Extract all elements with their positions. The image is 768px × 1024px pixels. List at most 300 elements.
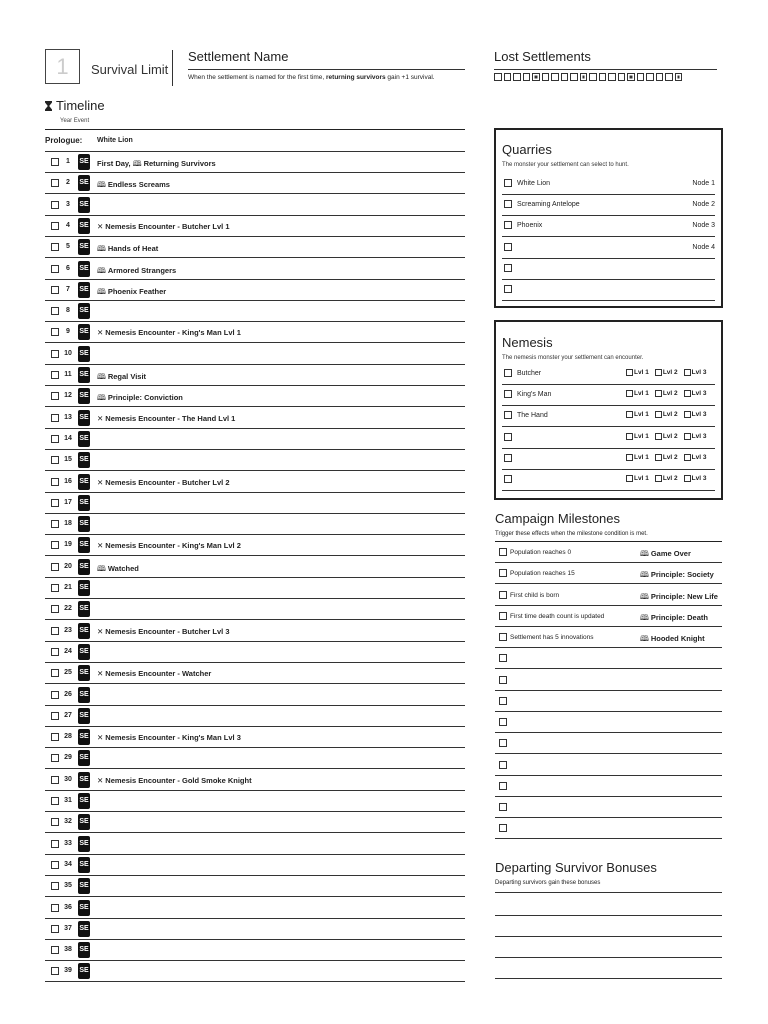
year-number: 14 bbox=[64, 434, 72, 442]
settlement-name-title: Settlement Name bbox=[188, 49, 289, 64]
year-number: 11 bbox=[64, 371, 72, 378]
year-checkbox[interactable] bbox=[51, 265, 59, 273]
milestone-row bbox=[495, 818, 722, 839]
book-icon: 🕮 bbox=[97, 244, 106, 254]
crossed-swords-icon: ✕ bbox=[97, 669, 104, 679]
departing-bonus-line[interactable] bbox=[495, 915, 722, 916]
quarry-checkbox[interactable] bbox=[504, 285, 512, 293]
level-checkbox[interactable] bbox=[684, 411, 691, 418]
milestones-subtitle: Trigger these effects when the milestone condition is met. bbox=[495, 531, 648, 537]
year-number: 12 bbox=[64, 392, 72, 400]
level-label: Lvl 2 bbox=[662, 411, 678, 419]
timeline-row bbox=[45, 514, 465, 535]
departing-subtitle: Departing survivors gain these bonuses bbox=[495, 880, 601, 886]
nemesis-title: Nemesis bbox=[502, 335, 553, 350]
book-icon: 🕮 bbox=[640, 570, 649, 580]
book-icon: 🕮 bbox=[640, 634, 649, 643]
lost-settlement-checkbox[interactable] bbox=[608, 73, 616, 81]
event-name: Nemesis Encounter - Butcher Lvl 1 bbox=[105, 221, 230, 231]
event-name: Returning Survivors bbox=[143, 159, 216, 168]
event-name: Nemesis Encounter - Butcher Lvl 3 bbox=[105, 626, 230, 636]
departing-title: Departing Survivor Bonuses bbox=[495, 860, 657, 875]
timeline-row bbox=[45, 344, 465, 365]
milestone-checkbox[interactable] bbox=[499, 612, 507, 620]
quarry-node: Node 4 bbox=[692, 243, 715, 251]
level-checkbox[interactable] bbox=[655, 433, 662, 440]
year-checkbox[interactable] bbox=[51, 201, 59, 209]
settlement-event-icon: SE bbox=[78, 708, 90, 724]
lost-settlement-checkbox[interactable] bbox=[589, 73, 597, 81]
level-label: Lvl 1 bbox=[634, 411, 649, 419]
year-checkbox[interactable] bbox=[51, 925, 59, 933]
year-checkbox[interactable] bbox=[51, 478, 59, 486]
event-name: Phoenix Feather bbox=[107, 286, 167, 296]
timeline-row bbox=[45, 386, 465, 407]
nemesis-row bbox=[502, 364, 715, 385]
timeline-row bbox=[45, 748, 465, 769]
nemesis-row bbox=[502, 428, 715, 449]
timeline-event[interactable] bbox=[97, 669, 211, 678]
year-checkbox[interactable] bbox=[51, 328, 59, 336]
timeline-event[interactable] bbox=[97, 541, 241, 550]
year-number: 16 bbox=[64, 477, 72, 485]
timeline-row bbox=[45, 408, 465, 429]
timeline-event[interactable] bbox=[97, 392, 183, 405]
timeline-event[interactable] bbox=[97, 371, 146, 384]
level-checkbox[interactable] bbox=[684, 475, 691, 482]
milestone-effect-name: Principle: Society bbox=[650, 570, 714, 580]
milestone-checkbox[interactable] bbox=[499, 782, 507, 790]
year-number: 25 bbox=[64, 669, 72, 677]
event-name: Nemesis Encounter - Gold Smoke Knight bbox=[105, 775, 252, 785]
nemesis-level[interactable] bbox=[684, 411, 707, 418]
settlement-event-icon: SE bbox=[78, 857, 90, 873]
milestone-row bbox=[495, 648, 722, 669]
year-checkbox[interactable] bbox=[51, 350, 59, 358]
settlement-event-icon: SE bbox=[78, 474, 90, 490]
year-checkbox[interactable] bbox=[51, 222, 59, 230]
quarry-row bbox=[502, 216, 715, 237]
year-number: 4 bbox=[66, 221, 70, 229]
milestone-effect bbox=[640, 569, 714, 582]
crossed-swords-icon: ✕ bbox=[97, 221, 104, 231]
year-checkbox[interactable] bbox=[51, 946, 59, 954]
year-number: 18 bbox=[64, 520, 72, 528]
timeline-event[interactable] bbox=[97, 478, 230, 487]
nemesis-levels bbox=[626, 454, 706, 461]
level-checkbox[interactable] bbox=[626, 433, 633, 440]
timeline-row bbox=[45, 642, 465, 663]
timeline-event[interactable] bbox=[97, 627, 230, 636]
level-checkbox[interactable] bbox=[655, 475, 662, 482]
crossed-swords-icon: ✕ bbox=[97, 477, 104, 487]
nemesis-level[interactable] bbox=[626, 475, 649, 482]
lost-settlement-checkbox[interactable] bbox=[637, 73, 645, 81]
level-label: Lvl 2 bbox=[662, 432, 678, 440]
level-checkbox[interactable] bbox=[684, 433, 691, 440]
nemesis-level[interactable] bbox=[655, 411, 678, 418]
timeline-row bbox=[45, 599, 465, 620]
quarries-title: Quarries bbox=[502, 142, 552, 157]
year-number: 7 bbox=[66, 285, 70, 293]
year-checkbox[interactable] bbox=[51, 818, 59, 826]
lost-settlement-checkbox[interactable] bbox=[513, 73, 521, 81]
nemesis-name: King's Man bbox=[517, 391, 552, 399]
milestone-checkbox[interactable] bbox=[499, 633, 507, 641]
milestone-row bbox=[495, 733, 722, 754]
departing-bonus-line[interactable] bbox=[495, 978, 722, 979]
year-checkbox[interactable] bbox=[51, 456, 59, 464]
timeline-row bbox=[45, 919, 465, 940]
milestone-checkbox[interactable] bbox=[499, 824, 507, 832]
year-checkbox[interactable] bbox=[51, 691, 59, 699]
year-checkbox[interactable] bbox=[51, 499, 59, 507]
milestone-checkbox[interactable] bbox=[499, 676, 507, 684]
event-name: Principle: Conviction bbox=[107, 393, 183, 403]
timeline-row bbox=[45, 195, 465, 216]
milestone-effect-name: Game Over bbox=[650, 549, 691, 558]
timeline-event[interactable] bbox=[97, 328, 241, 337]
prologue-value: White Lion bbox=[97, 137, 133, 144]
year-number: 29 bbox=[64, 754, 72, 762]
settlement-event-icon: SE bbox=[78, 772, 90, 788]
year-number: 1 bbox=[66, 158, 70, 165]
level-checkbox[interactable] bbox=[684, 454, 691, 461]
timeline-row bbox=[45, 834, 465, 855]
year-checkbox[interactable] bbox=[51, 605, 59, 613]
settlement-event-icon: SE bbox=[78, 452, 90, 468]
departing-bonus-line[interactable] bbox=[495, 936, 722, 937]
timeline-event[interactable] bbox=[97, 286, 166, 299]
nemesis-level[interactable] bbox=[626, 433, 649, 440]
nemesis-row bbox=[502, 385, 715, 406]
nemesis-row bbox=[502, 449, 715, 470]
settlement-event-icon: SE bbox=[78, 282, 90, 298]
year-checkbox[interactable] bbox=[51, 712, 59, 720]
event-prefix: First Day, bbox=[97, 159, 133, 168]
year-number: 33 bbox=[64, 839, 72, 847]
year-number: 38 bbox=[64, 946, 72, 954]
year-number: 36 bbox=[64, 903, 72, 911]
year-number: 21 bbox=[64, 584, 72, 591]
nemesis-level[interactable] bbox=[655, 390, 678, 397]
year-number: 37 bbox=[64, 924, 72, 932]
event-name: Nemesis Encounter - Butcher Lvl 2 bbox=[105, 477, 230, 487]
settlement-event-icon: SE bbox=[78, 665, 90, 681]
year-number: 8 bbox=[66, 307, 70, 315]
level-checkbox[interactable] bbox=[684, 390, 691, 397]
nemesis-level[interactable] bbox=[626, 390, 649, 397]
milestone-checkbox[interactable] bbox=[499, 718, 507, 726]
timeline-row bbox=[45, 812, 465, 833]
prologue-row bbox=[45, 131, 465, 152]
timeline-event[interactable] bbox=[97, 563, 139, 576]
settlement-event-icon: SE bbox=[78, 431, 90, 447]
year-checkbox[interactable] bbox=[51, 669, 59, 677]
nemesis-checkbox[interactable] bbox=[504, 411, 512, 419]
year-number: 30 bbox=[64, 775, 72, 783]
nemesis-level[interactable] bbox=[684, 475, 707, 482]
level-label: Lvl 3 bbox=[691, 411, 707, 419]
level-label: Lvl 3 bbox=[691, 475, 707, 483]
timeline-event[interactable] bbox=[97, 158, 216, 171]
lost-settlement-checkbox[interactable] bbox=[494, 73, 502, 81]
nemesis-checkbox[interactable] bbox=[504, 475, 512, 483]
settlement-event-icon: SE bbox=[78, 942, 90, 958]
year-checkbox[interactable] bbox=[51, 520, 59, 528]
year-number: 34 bbox=[64, 860, 72, 868]
nemesis-level[interactable] bbox=[655, 369, 678, 376]
quarry-name: Screaming Antelope bbox=[517, 201, 580, 209]
milestone-checkbox[interactable] bbox=[499, 697, 507, 705]
year-number: 15 bbox=[64, 456, 72, 464]
nemesis-level[interactable] bbox=[626, 411, 649, 418]
level-checkbox[interactable] bbox=[626, 369, 633, 376]
year-number: 22 bbox=[64, 605, 72, 613]
year-checkbox[interactable] bbox=[51, 584, 59, 592]
level-label: Lvl 1 bbox=[634, 432, 649, 440]
settlement-event-icon: SE bbox=[78, 346, 90, 362]
book-icon: 🕮 bbox=[97, 286, 106, 296]
timeline-event[interactable] bbox=[97, 776, 252, 785]
year-checkbox[interactable] bbox=[51, 158, 59, 166]
quarry-row bbox=[502, 259, 715, 280]
timeline-row bbox=[45, 472, 465, 493]
level-label: Lvl 3 bbox=[691, 369, 707, 377]
level-checkbox[interactable] bbox=[626, 390, 633, 397]
milestone-row bbox=[495, 542, 722, 563]
settlement-event-icon: SE bbox=[78, 239, 90, 255]
level-checkbox[interactable] bbox=[626, 454, 633, 461]
nemesis-checkbox[interactable] bbox=[504, 433, 512, 441]
milestone-checkbox[interactable] bbox=[499, 569, 507, 577]
lost-settlement-checkbox[interactable] bbox=[570, 73, 578, 81]
settlement-event-icon: SE bbox=[78, 644, 90, 660]
timeline-row bbox=[45, 663, 465, 684]
milestone-row bbox=[495, 776, 722, 797]
settlement-event-icon: SE bbox=[78, 516, 90, 532]
year-checkbox[interactable] bbox=[51, 392, 59, 400]
milestone-checkbox[interactable] bbox=[499, 803, 507, 811]
milestone-checkbox[interactable] bbox=[499, 739, 507, 747]
nemesis-level[interactable] bbox=[684, 433, 707, 440]
settlement-event-icon: SE bbox=[78, 154, 90, 170]
year-checkbox[interactable] bbox=[51, 797, 59, 805]
milestone-checkbox[interactable] bbox=[499, 548, 507, 556]
lost-settlement-checkbox[interactable] bbox=[580, 73, 588, 81]
year-checkbox[interactable] bbox=[51, 307, 59, 315]
milestone-effect-name: Principle: New Life bbox=[650, 591, 718, 601]
lost-settlement-checkbox[interactable] bbox=[561, 73, 569, 81]
level-label: Lvl 2 bbox=[662, 369, 678, 377]
level-checkbox[interactable] bbox=[684, 369, 691, 376]
quarry-checkbox[interactable] bbox=[504, 264, 512, 272]
survival-limit-box[interactable]: 1 bbox=[45, 49, 80, 84]
timeline-row bbox=[45, 770, 465, 791]
lost-settlement-checkbox[interactable] bbox=[627, 73, 635, 81]
milestone-checkbox[interactable] bbox=[499, 761, 507, 769]
milestone-row bbox=[495, 797, 722, 818]
year-checkbox[interactable] bbox=[51, 861, 59, 869]
year-checkbox[interactable] bbox=[51, 414, 59, 422]
level-checkbox[interactable] bbox=[655, 390, 662, 397]
timeline-row bbox=[45, 898, 465, 919]
timeline-event[interactable] bbox=[97, 265, 176, 278]
nemesis-level[interactable] bbox=[684, 369, 707, 376]
event-name: Hands of Heat bbox=[107, 244, 159, 254]
nemesis-level[interactable] bbox=[684, 454, 707, 461]
milestone-effect bbox=[640, 548, 691, 561]
timeline-event[interactable] bbox=[97, 733, 241, 742]
settlement-event-icon: SE bbox=[78, 367, 90, 383]
year-checkbox[interactable] bbox=[51, 627, 59, 635]
settlement-event-icon: SE bbox=[78, 537, 90, 553]
year-checkbox[interactable] bbox=[51, 563, 59, 571]
year-checkbox[interactable] bbox=[51, 243, 59, 251]
year-checkbox[interactable] bbox=[51, 435, 59, 443]
nemesis-levels bbox=[626, 433, 706, 440]
timeline-event[interactable] bbox=[97, 414, 235, 423]
timeline-row bbox=[45, 557, 465, 578]
level-label: Lvl 3 bbox=[691, 454, 707, 462]
settlement-event-icon: SE bbox=[78, 410, 90, 426]
year-checkbox[interactable] bbox=[51, 776, 59, 784]
year-number: 10 bbox=[64, 349, 72, 357]
lost-settlement-checkbox[interactable] bbox=[532, 73, 540, 81]
nemesis-level[interactable] bbox=[626, 454, 649, 461]
level-checkbox[interactable] bbox=[626, 475, 633, 482]
timeline-row bbox=[45, 280, 465, 301]
level-label: Lvl 2 bbox=[662, 475, 678, 483]
settlement-event-icon: SE bbox=[78, 580, 90, 596]
year-checkbox[interactable] bbox=[51, 286, 59, 294]
lost-settlement-checkbox[interactable] bbox=[599, 73, 607, 81]
crossed-swords-icon: ✕ bbox=[97, 413, 104, 423]
event-name: Regal Visit bbox=[107, 372, 147, 381]
year-checkbox[interactable] bbox=[51, 882, 59, 890]
lost-settlement-checkbox[interactable] bbox=[504, 73, 512, 81]
year-number: 24 bbox=[64, 647, 72, 655]
lost-settlement-checkbox[interactable] bbox=[542, 73, 550, 81]
level-label: Lvl 2 bbox=[662, 454, 678, 462]
year-checkbox[interactable] bbox=[51, 371, 59, 379]
settlement-event-icon: SE bbox=[78, 218, 90, 234]
milestone-checkbox[interactable] bbox=[499, 654, 507, 662]
quarry-checkbox[interactable] bbox=[504, 179, 512, 187]
year-checkbox[interactable] bbox=[51, 840, 59, 848]
departing-bonus-line[interactable] bbox=[495, 957, 722, 958]
event-name: Nemesis Encounter - King's Man Lvl 1 bbox=[105, 328, 241, 338]
lost-settlement-checkbox[interactable] bbox=[646, 73, 654, 81]
settlement-name-field[interactable] bbox=[188, 69, 465, 70]
lost-settlement-checkbox[interactable] bbox=[618, 73, 626, 81]
year-number: 31 bbox=[64, 797, 72, 804]
level-checkbox[interactable] bbox=[655, 411, 662, 418]
year-number: 6 bbox=[66, 264, 70, 272]
year-checkbox[interactable] bbox=[51, 179, 59, 187]
book-icon: 🕮 bbox=[97, 372, 106, 381]
nemesis-subtitle: The nemesis monster your settlement can encounter. bbox=[502, 355, 644, 361]
nemesis-row bbox=[502, 470, 715, 491]
timeline-row bbox=[45, 152, 465, 173]
departing-bonus-line[interactable] bbox=[495, 892, 722, 893]
quarry-node: Node 3 bbox=[692, 222, 715, 230]
lost-settlement-checkbox[interactable] bbox=[656, 73, 664, 81]
nemesis-checkbox[interactable] bbox=[504, 390, 512, 398]
timeline-event[interactable] bbox=[97, 243, 158, 256]
book-icon: 🕮 bbox=[97, 265, 106, 275]
level-checkbox[interactable] bbox=[655, 369, 662, 376]
lost-settlement-checkbox[interactable] bbox=[665, 73, 673, 81]
crossed-swords-icon: ✕ bbox=[97, 775, 104, 785]
quarry-checkbox[interactable] bbox=[504, 243, 512, 251]
quarry-row bbox=[502, 195, 715, 216]
lost-settlement-checkbox[interactable] bbox=[523, 73, 531, 81]
nemesis-row bbox=[502, 406, 715, 427]
year-checkbox[interactable] bbox=[51, 541, 59, 549]
quarry-row bbox=[502, 238, 715, 259]
crossed-swords-icon: ✕ bbox=[97, 328, 104, 338]
nemesis-level[interactable] bbox=[626, 369, 649, 376]
year-checkbox[interactable] bbox=[51, 733, 59, 741]
timeline-row bbox=[45, 173, 465, 194]
level-checkbox[interactable] bbox=[626, 411, 633, 418]
survival-limit-label: Survival Limit bbox=[91, 62, 169, 77]
timeline-event[interactable] bbox=[97, 179, 170, 192]
milestone-effect bbox=[640, 591, 718, 604]
nemesis-level[interactable] bbox=[684, 390, 707, 397]
nemesis-panel bbox=[494, 320, 723, 500]
nemesis-level[interactable] bbox=[655, 433, 678, 440]
nemesis-levels bbox=[626, 369, 706, 376]
settlement-event-icon: SE bbox=[78, 793, 90, 809]
milestone-checkbox[interactable] bbox=[499, 591, 507, 599]
quarry-node: Node 2 bbox=[692, 201, 715, 209]
quarries-subtitle: The monster your settlement can select to hunt. bbox=[502, 162, 629, 168]
nemesis-checkbox[interactable] bbox=[504, 369, 512, 377]
year-checkbox[interactable] bbox=[51, 648, 59, 656]
timeline-event[interactable] bbox=[97, 222, 230, 231]
nemesis-name: The Hand bbox=[517, 412, 548, 420]
milestone-row bbox=[495, 712, 722, 733]
year-checkbox[interactable] bbox=[51, 904, 59, 912]
lost-settlements-rule bbox=[494, 69, 717, 70]
timeline-row bbox=[45, 791, 465, 812]
settlement-event-icon: SE bbox=[78, 900, 90, 916]
year-checkbox[interactable] bbox=[51, 967, 59, 975]
crossed-swords-icon: ✕ bbox=[97, 733, 104, 743]
settlement-event-icon: SE bbox=[78, 623, 90, 639]
lost-settlements-title: Lost Settlements bbox=[494, 49, 591, 64]
quarry-checkbox[interactable] bbox=[504, 221, 512, 229]
quarry-checkbox[interactable] bbox=[504, 200, 512, 208]
settlement-event-icon: SE bbox=[78, 261, 90, 277]
nemesis-checkbox[interactable] bbox=[504, 454, 512, 462]
settlement-event-icon: SE bbox=[78, 559, 90, 575]
quarry-row bbox=[502, 280, 715, 301]
nemesis-level[interactable] bbox=[655, 454, 678, 461]
lost-settlement-checkbox[interactable] bbox=[551, 73, 559, 81]
settlement-event-icon: SE bbox=[78, 303, 90, 319]
year-checkbox[interactable] bbox=[51, 754, 59, 762]
quarries-panel bbox=[494, 128, 723, 308]
crossed-swords-icon: ✕ bbox=[97, 541, 104, 551]
settlement-event-icon: SE bbox=[78, 388, 90, 404]
level-checkbox[interactable] bbox=[655, 454, 662, 461]
nemesis-level[interactable] bbox=[655, 475, 678, 482]
lost-settlement-checkbox[interactable] bbox=[675, 73, 683, 81]
timeline-row bbox=[45, 578, 465, 599]
